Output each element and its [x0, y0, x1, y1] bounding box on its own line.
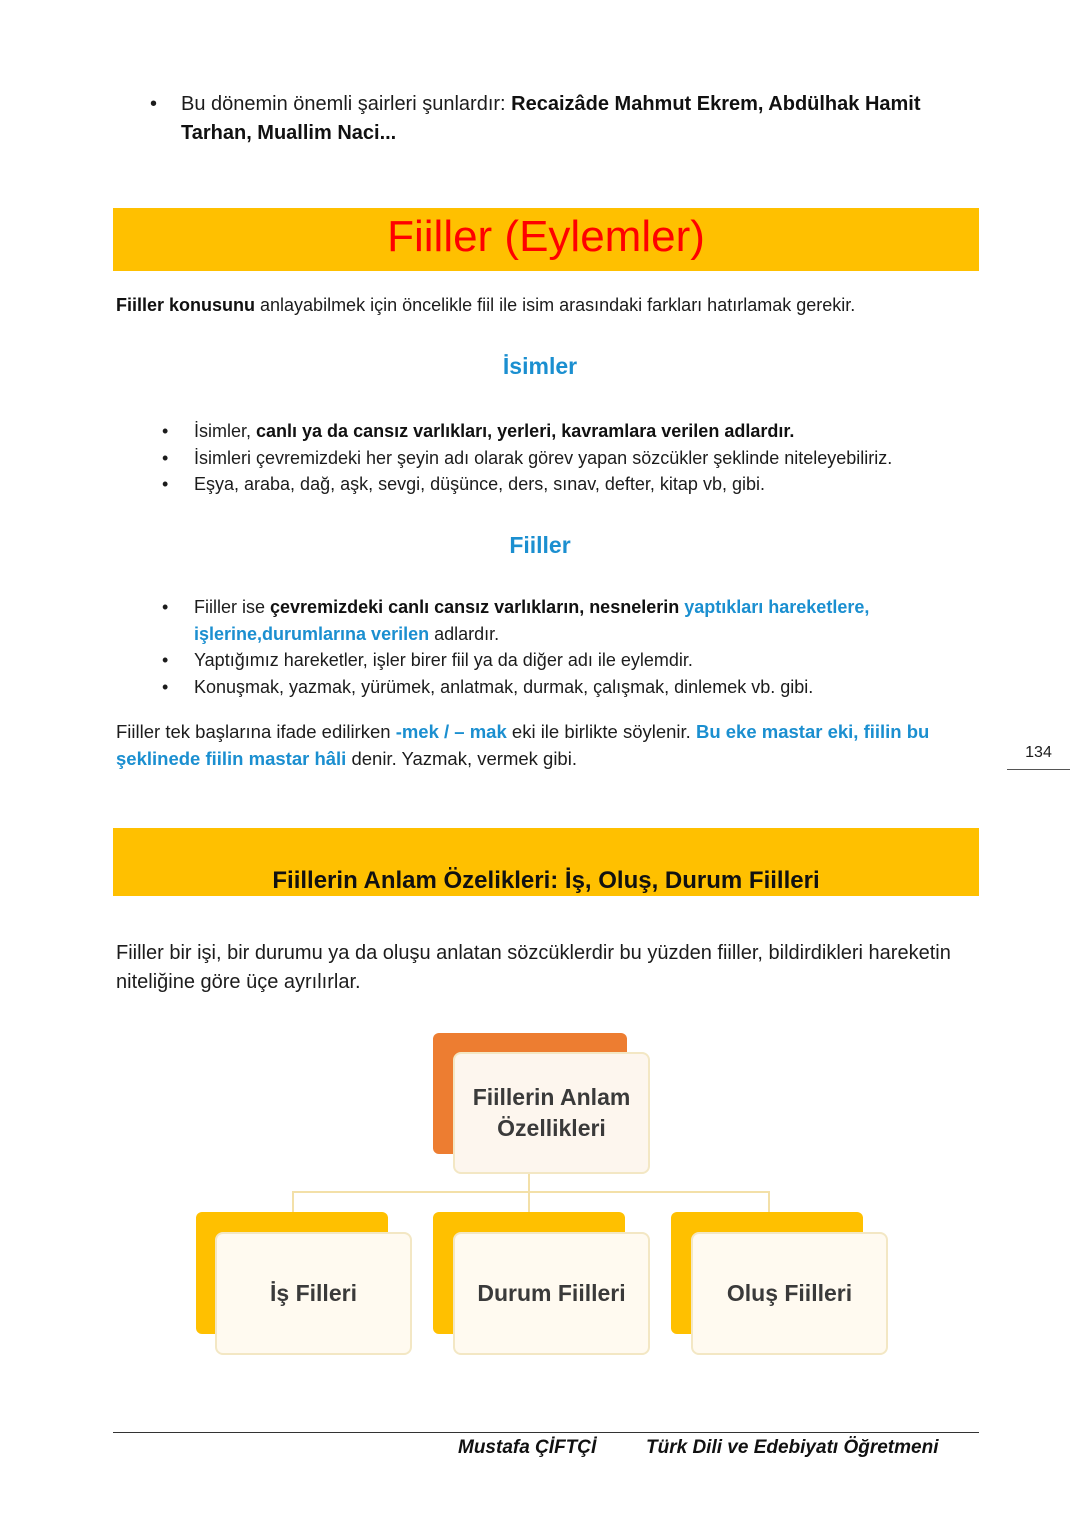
section-banner-fiiller: [113, 208, 979, 271]
list-item-text: Fiiller ise: [194, 597, 271, 617]
list-item: [116, 418, 996, 445]
list-item: • Yaptığımız hareketler, işler birer fiil ya da diğer adı ile eylemdir.: [116, 647, 996, 674]
mastar-text: denir. Yazmak, vermek gibi.: [346, 748, 577, 769]
list-item-bold: çevremizdeki canlı cansız varlıkların, nesnelerin: [270, 597, 685, 617]
list-item: [116, 594, 954, 647]
diagram-connector: [768, 1191, 770, 1213]
diagram-connector: [528, 1191, 530, 1213]
diagram-root-line2: Özellikleri: [497, 1115, 606, 1141]
footer-divider: [113, 1432, 979, 1433]
mastar-text: Fiiller tek başlarına ifade edilirken: [116, 721, 396, 742]
page-number: 134: [1007, 744, 1070, 770]
list-item-text: İsimler,: [194, 421, 257, 441]
footer-author: Mustafa ÇİFTÇİ: [458, 1437, 597, 1458]
mastar-text: eki ile birlikte söylenir.: [506, 721, 696, 742]
intro-paragraph-bold: Fiiller konusunu: [116, 295, 256, 315]
list-item: • Eşya, araba, dağ, aşk, sevgi, düşünce, ders, sınav, defter, kitap vb, gibi.: [116, 471, 996, 498]
diagram-connector: [292, 1191, 294, 1213]
list-item: • İsimleri çevremizdeki her şeyin adı olarak görev yapan sözcükler şeklinde niteleyebiliriz.: [116, 445, 996, 472]
intro-poets: Recaizâde Mahmut Ekrem, Abdülhak Hamit Tarhan, Muallim Naci...: [181, 93, 921, 144]
intro-bullet: [146, 90, 946, 148]
diagram-child-durum: Durum Fiilleri: [453, 1232, 650, 1355]
section-banner-anlam: [113, 828, 979, 896]
intro-text: Bu dönemin önemli şairleri şunlardır:: [181, 93, 512, 115]
list-item-highlight: yaptıkları hareketlere, işlerine,durumlarına verilen: [194, 597, 870, 644]
list-item-bold: canlı ya da cansız varlıkları, yerleri, kavramlara verilen adlardır.: [256, 421, 795, 441]
diagram-child-is: İş Filleri: [215, 1232, 412, 1355]
mastar-suffix: -mek / – mak: [395, 721, 507, 742]
isimler-list: [116, 418, 996, 498]
section-title-fiiller: Fiiller (Eylemler): [387, 212, 705, 261]
intro-paragraph-text: anlayabilmek için öncelikle fiil ile isim arasındaki farkları hatırlamak gerekir.: [255, 295, 856, 315]
anlam-paragraph: Fiiller bir işi, bir durumu ya da oluşu anlatan sözcüklerdir bu yüzden fiiller, bildirdikleri hareketin niteliğine göre üçe ayrılırlar.: [116, 942, 951, 993]
diagram-root-box: [453, 1052, 650, 1174]
list-item-text: adlardır.: [429, 623, 500, 644]
diagram-connector: [528, 1174, 530, 1192]
section-title-anlam: Fiillerin Anlam Özelikleri: İş, Oluş, Durum Fiilleri: [272, 867, 820, 894]
heading-fiiller: Fiiller: [509, 532, 571, 558]
heading-isimler: İsimler: [502, 353, 578, 379]
fiiller-list: [116, 594, 996, 700]
footer-title: Türk Dili ve Edebiyatı Öğretmeni: [646, 1437, 939, 1458]
mastar-paragraph: [116, 718, 976, 772]
diagram-connector: [292, 1191, 770, 1193]
intro-paragraph: [116, 292, 976, 318]
mastar-definition: Bu eke mastar eki, fiilin bu şeklinede fiilin mastar hâli: [116, 721, 930, 769]
diagram-root-line1: Fiillerin Anlam: [472, 1084, 631, 1110]
list-item: • Konuşmak, yazmak, yürümek, anlatmak, durmak, çalışmak, dinlemek vb. gibi.: [116, 674, 996, 701]
diagram-child-olus: Oluş Fiilleri: [691, 1232, 888, 1355]
